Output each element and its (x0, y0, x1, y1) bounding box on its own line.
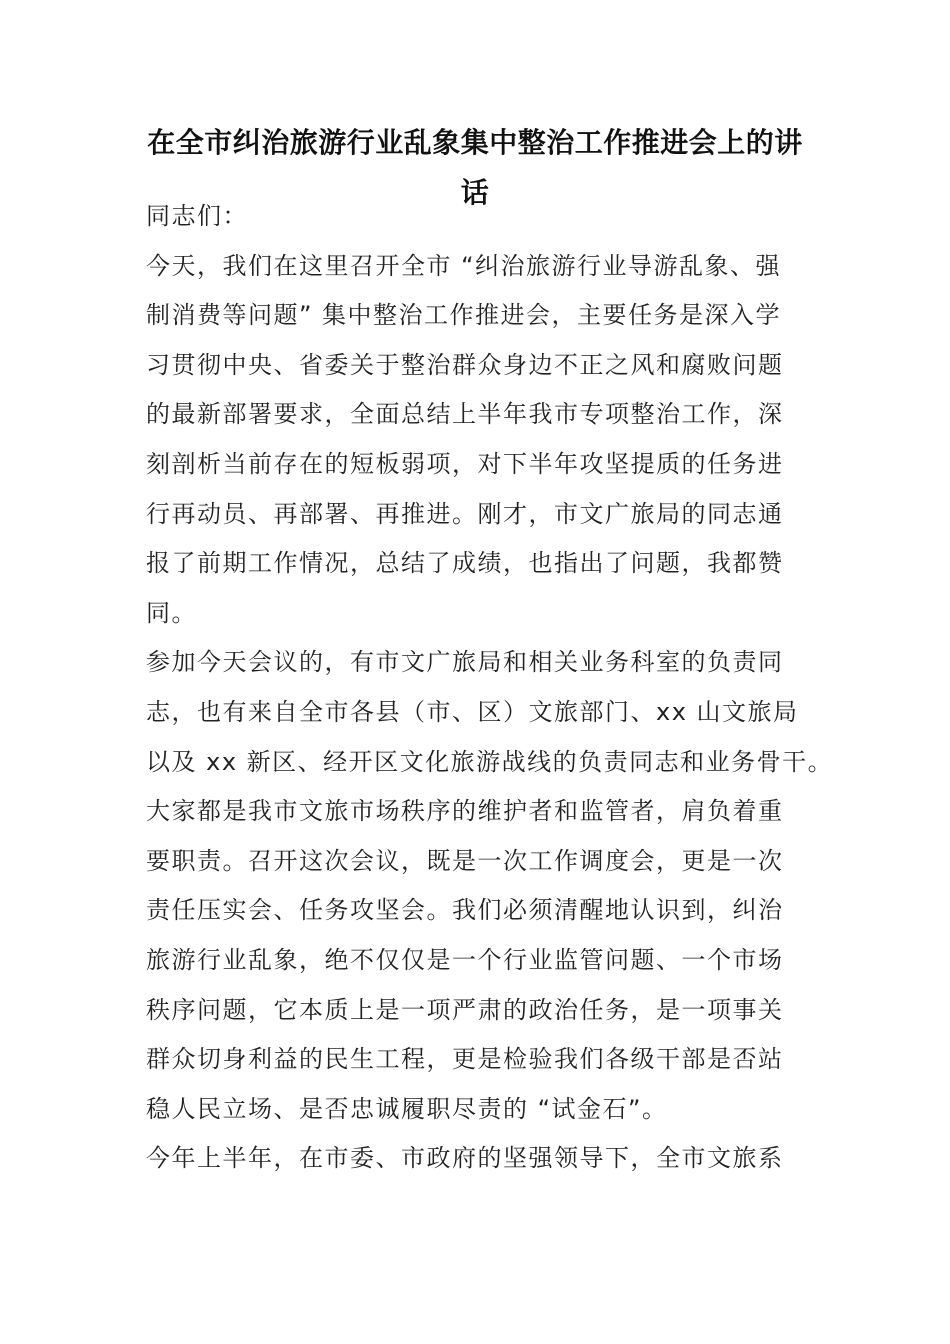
text-line: 秩序问题，它本质上是一项严肃的政治任务，是一项事关 (146, 995, 784, 1024)
salutation (146, 192, 810, 242)
title-line-1: 在全市纠治旅游行业乱象集中整治工作推进会上的讲 (147, 126, 803, 159)
text-line: 制消费等问题” 集中整治工作推进会，主要任务是深入学 (146, 301, 782, 330)
text-line: 责任压实会、任务攻坚会。我们必须清醒地认识到，纠治 (146, 896, 784, 925)
text-line: 同志们： (146, 202, 248, 230)
text-line: 同。 (146, 598, 197, 627)
paragraph-1 (146, 242, 810, 639)
text-line: 的最新部署要求，全面总结上半年我市专项整治工作，深 (146, 400, 784, 429)
text-line: 习贯彻中央、省委关于整治群众身边不正之风和腐败问题 (146, 350, 784, 379)
text-line: 以及 xx 新区、经开区文化旅游战线的负责同志和业务骨干。 (146, 747, 834, 776)
text-line: 群众切身利益的民生工程，更是检验我们各级干部是否站 (146, 1045, 784, 1074)
document-body (146, 192, 834, 1184)
text-line: 大家都是我市文旅市场秩序的维护者和监管者，肩负着重 (146, 797, 784, 826)
text-line: 旅游行业乱象，绝不仅仅是一个行业监管问题、一个市场 (146, 945, 784, 974)
text-line: 志，也有来自全市各县（市、区）文旅部门、xx 山文旅局 (146, 697, 799, 726)
text-line: 稳人民立场、是否忠诚履职尽责的 “试金石”。 (146, 1094, 668, 1123)
text-line: 刻剖析当前存在的短板弱项，对下半年攻坚提质的任务进 (146, 449, 784, 478)
text-line: 今年上半年，在市委、市政府的坚强领导下，全市文旅系 (146, 1144, 784, 1173)
paragraph-3 (146, 1134, 810, 1184)
text-line: 要职责。召开这次会议，既是一次工作调度会，更是一次 (146, 846, 784, 875)
text-line: 参加今天会议的，有市文广旅局和相关业务科室的负责同 (146, 648, 784, 677)
text-line: 报了前期工作情况，总结了成绩，也指出了问题，我都赞 (146, 549, 784, 578)
text-line: 今天，我们在这里召开全市 “纠治旅游行业导游乱象、强 (146, 251, 782, 280)
paragraph-2 (146, 638, 834, 1134)
text-line: 行再动员、再部署、再推进。刚才，市文广旅局的同志通 (146, 499, 784, 528)
title-line-2: 话 (460, 176, 490, 209)
